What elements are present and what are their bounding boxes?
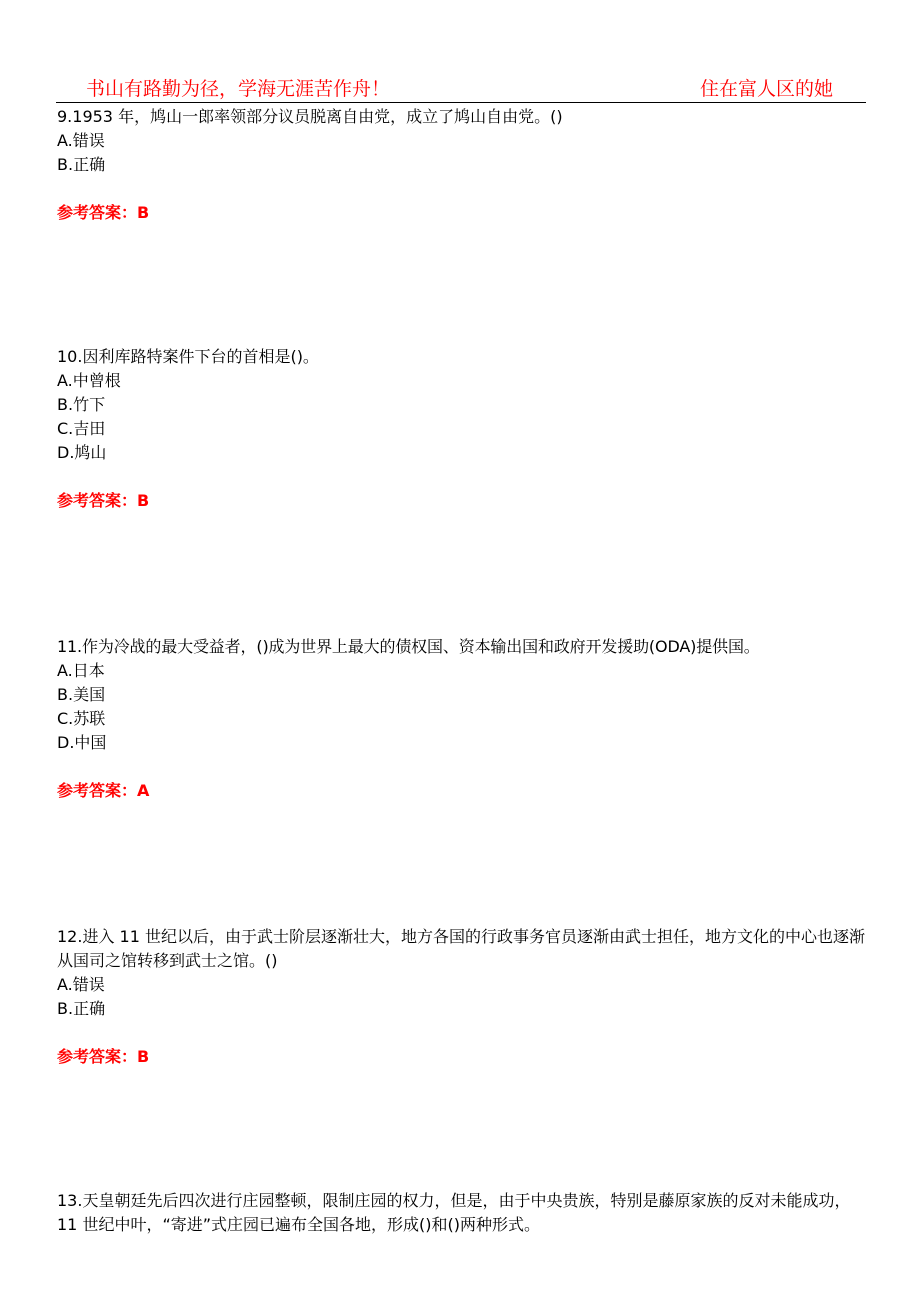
option-c: C.苏联 xyxy=(57,709,106,728)
answer-label: 参考答案：B xyxy=(57,203,150,222)
question-text: 9.1953 年，鸠山一郎率领部分议员脱离自由党，成立了鸠山自由党。() xyxy=(57,107,563,126)
option-b: B.正确 xyxy=(57,999,106,1018)
question-11 xyxy=(57,635,872,803)
question-10 xyxy=(57,345,872,513)
question-13 xyxy=(57,1189,867,1237)
question-9 xyxy=(57,105,872,225)
question-12 xyxy=(57,925,867,1069)
option-b: B.美国 xyxy=(57,685,106,704)
answer-label: 参考答案：A xyxy=(57,781,150,800)
option-a: A.错误 xyxy=(57,131,105,150)
answer-label: 参考答案：B xyxy=(57,1047,150,1066)
option-a: A.错误 xyxy=(57,975,105,994)
option-a: A.日本 xyxy=(57,661,105,680)
option-b: B.正确 xyxy=(57,155,106,174)
page-header xyxy=(56,72,866,103)
question-text: 13.天皇朝廷先后四次进行庄园整顿，限制庄园的权力，但是，由于中央贵族，特别是藤原家族的反对未能成功，11 世纪中叶，“寄进”式庄园已遍布全国各地，形成()和()两种形式。 xyxy=(57,1191,851,1234)
question-text: 12.进入 11 世纪以后，由于武士阶层逐渐壮大，地方各国的行政事务官员逐渐由武士担任，地方文化的中心也逐渐从国司之馆转移到武士之馆。() xyxy=(57,927,865,970)
option-c: C.吉田 xyxy=(57,419,106,438)
option-d: D.鸠山 xyxy=(57,443,107,462)
option-d: D.中国 xyxy=(57,733,107,752)
option-b: B.竹下 xyxy=(57,395,106,414)
header-author: 住在富人区的她 xyxy=(699,78,833,100)
question-text: 11.作为冷战的最大受益者，()成为世界上最大的债权国、资本输出国和政府开发援助(ODA)提供国。 xyxy=(57,637,760,656)
header-motto: 书山有路勤为径，学海无涯苦作舟！ xyxy=(86,78,391,100)
question-text: 10.因利库路特案件下台的首相是()。 xyxy=(57,347,319,366)
answer-label: 参考答案：B xyxy=(57,491,150,510)
option-a: A.中曾根 xyxy=(57,371,121,390)
